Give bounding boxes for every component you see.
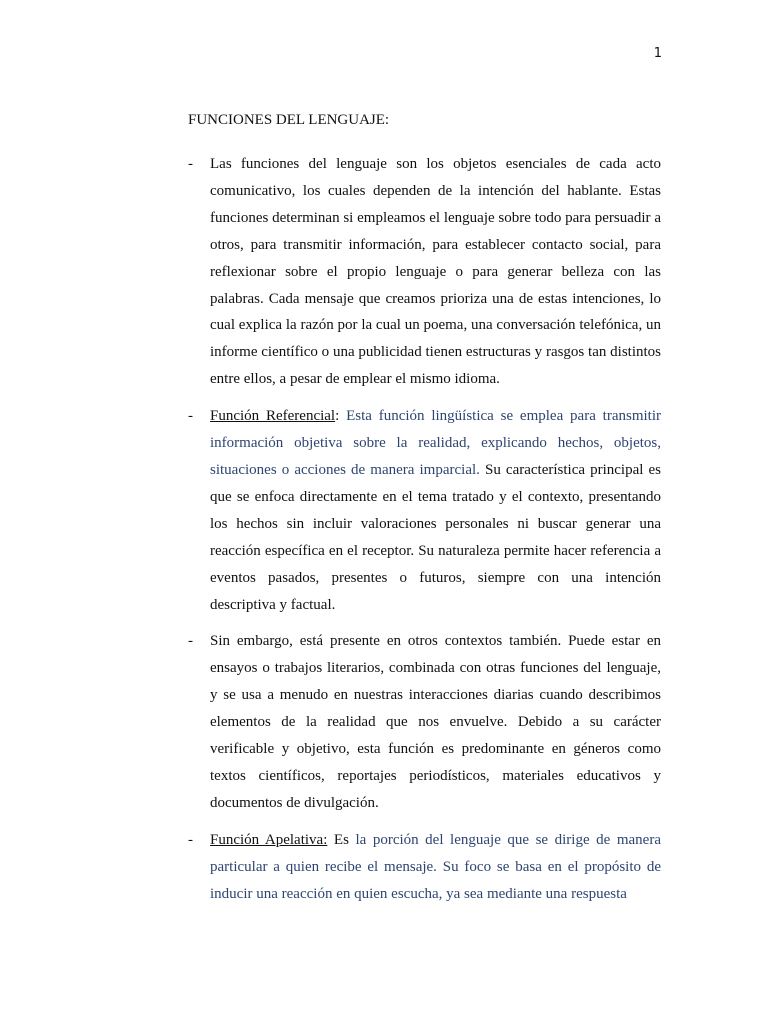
highlighted-definition: la porción del lenguaje que se dirige de manera particular a quien recibe el mensaje. Su foco se basa en el propósito de inducir una reacción en quien escucha, ya sea mediante una respuesta (210, 831, 661, 902)
term-separator: Es (327, 831, 356, 848)
bullet-dash: - (188, 831, 193, 848)
term-referencial: Función Referencial (210, 408, 336, 425)
term-apelativa: Función Apelativa: (210, 831, 328, 848)
bullet-dash: - (188, 408, 193, 425)
page-number: 1 (653, 46, 662, 61)
list-item (188, 827, 661, 908)
bullet-dash: - (188, 156, 193, 172)
document-body (188, 108, 661, 917)
list-item (188, 628, 661, 816)
section-title: FUNCIONES DEL LENGUAJE: (188, 112, 390, 128)
highlighted-definition: Esta función lingüística se emplea para transmitir información objetiva sobre la realidad, explicando hechos, objetos, situaciones o acciones de manera imparcial. (210, 408, 661, 478)
list-item (188, 151, 661, 393)
term-separator: : (335, 408, 347, 425)
paragraph-text: Sin embargo, está presente en otros contextos también. Puede estar en ensayos o trabajos literarios, combinada con otras funciones del lenguaje, y se usa a menudo en nuestras interacciones diarias cuando describimos elementos de la realidad que nos envuelve. Debido a su carácter verificable y objetivo, esta función es predominante en géneros como textos científicos, reportajes periodísticos, materiales educativos y documentos de divulgación. (210, 633, 661, 811)
paragraph-text: Su característica principal es que se enfoca directamente en el tema tratado y el contexto, presentando los hechos sin incluir valoraciones personales ni buscar generar una reacción específica en el receptor. Su naturaleza permite hacer referencia a eventos pasados, presentes o futuros, siempre con una intención descriptiva y factual. (210, 461, 661, 613)
paragraph-text: Las funciones del lenguaje son los objetos esenciales de cada acto comunicativo, los cuales dependen de la intención del hablante. Estas funciones determinan si empleamos el lenguaje sobre todo para persuadir a otros, para transmitir información, para establecer contacto social, para reflexionar sobre el propio lenguaje o para generar belleza con las palabras. Cada mensaje que creamos prioriza una de estas intenciones, lo cual explica la razón por la cual un poema, una conversación telefónica, un informe científico o una publicidad tienen estructuras y rasgos tan distintos entre ellos, a pesar de emplear el mismo idioma. (210, 156, 661, 388)
bullet-dash: - (188, 633, 193, 650)
list-item (188, 403, 661, 618)
